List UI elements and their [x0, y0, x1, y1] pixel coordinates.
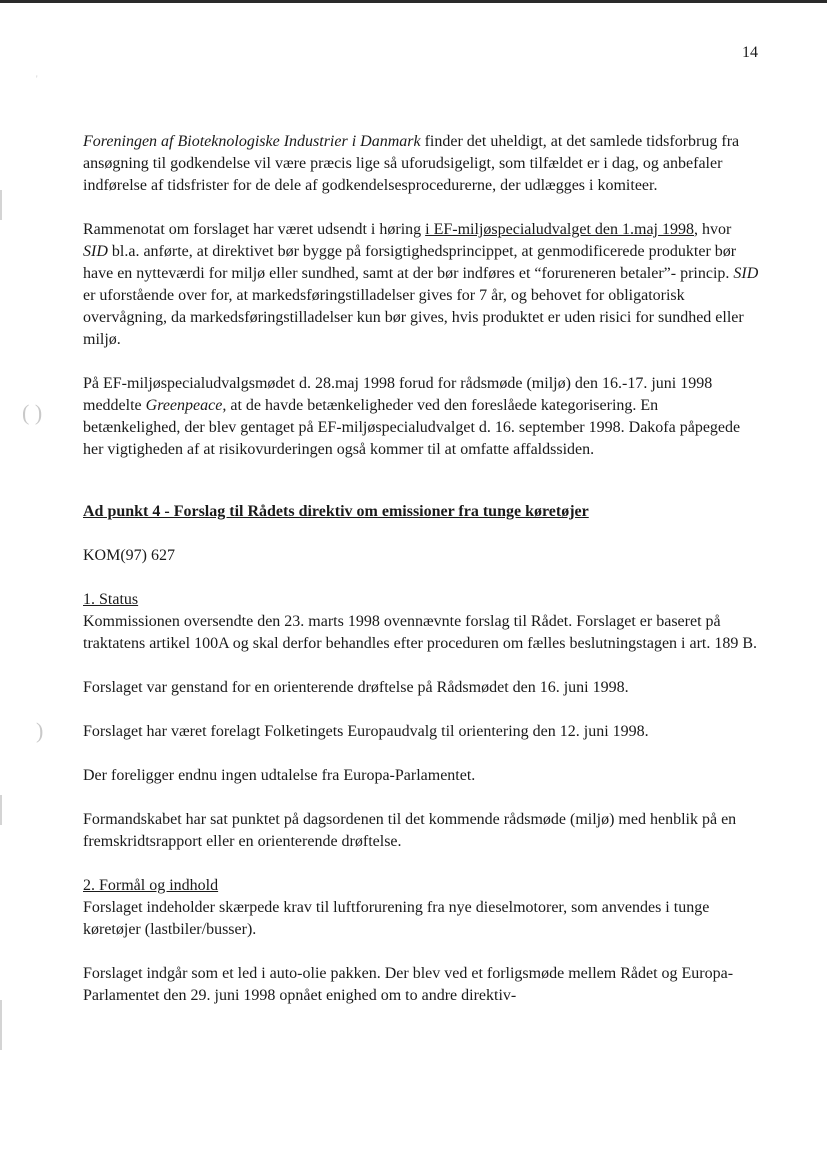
scan-edge-line — [0, 1000, 2, 1050]
margin-bracket-mark: ( ) — [22, 400, 43, 425]
margin-bracket-mark: ) — [36, 718, 44, 743]
status-paragraph: Forslaget har været forelagt Folketingets Europaudvalg til orientering den 12. juni 1998. — [83, 723, 649, 740]
organization-name: Foreningen af Bioteknologiske Industrier i Danmark — [83, 133, 421, 150]
page-number: 14 — [742, 44, 758, 61]
scan-speck: ' — [36, 74, 38, 84]
paragraph-bioteknologi: Foreningen af Bioteknologiske Industrier i Danmark finder det uheldigt, at det samlede tidsforbrug fra ansøgning til godkendelse vil være præcis lige så uforudsigeligt, som tilfældet er i dag, og anbefaler indførelse af tidsfrister for de dele af godkendelsesprocedurerne, der udlægges i komiteer. — [83, 133, 740, 194]
document-reference: KOM(97) 627 — [83, 547, 175, 564]
purpose-paragraph: Forslaget indeholder skærpede krav til luftforurening fra nye dieselmotorer, som anvendes i tunge køretøjer (lastbiler/busser). — [83, 899, 710, 938]
subsection-heading-purpose: 2. Formål og indhold — [83, 877, 219, 894]
purpose-paragraph: Forslaget indgår som et led i auto-olie pakken. Der blev ved et forligsmøde mellem Rådet og Europa-Parlamentet den 29. juni 1998 opnået enighed om to andre direktiv- — [83, 965, 734, 1004]
hearing-reference: i EF-miljøspecialudvalget den 1.maj 1998 — [425, 221, 694, 238]
paragraph-greenpeace: På EF-miljøspecialudvalgsmødet d. 28.maj 1998 forud for rådsmøde (miljø) den 16.-17. juni 1998 meddelte Greenpeace, at de havde betænkeligheder ved den foreslåede kategorisering. En betænkelighed, der blev gentaget på EF-miljøspecialudvalget d. 16. september 1998. Dakofa påpegede her vigtigheden af at risikovurderingen også kommer til at omfatte affaldssiden. — [83, 375, 741, 458]
status-paragraph: Kommissionen oversendte den 23. marts 1998 ovennævnte forslag til Rådet. Forslaget er baseret på traktatens artikel 100A og skal derfor behandles efter proceduren om fælles beslutningstagen i art. 189 B. — [83, 613, 758, 652]
document-body — [83, 131, 759, 1007]
section-heading: Ad punkt 4 - Forslag til Rådets direktiv om emissioner fra tunge køretøjer — [83, 503, 589, 520]
status-paragraph: Forslaget var genstand for en orienterende drøftelse på Rådsmødet den 16. juni 1998. — [83, 679, 629, 696]
top-border-line — [0, 0, 827, 3]
status-paragraph: Formandskabet har sat punktet på dagsordenen til det kommende rådsmøde (miljø) med henblik på en fremskridtsrapport eller en orienterende drøftelse. — [83, 811, 737, 850]
subsection-heading-status: 1. Status — [83, 591, 139, 608]
scan-edge-line — [0, 190, 2, 220]
scan-edge-line — [0, 795, 2, 825]
paragraph-rammenotat: Rammenotat om forslaget har været udsendt i høring i EF-miljøspecialudvalget den 1.maj 1998, hvor SID bl.a. anførte, at direktivet bør bygge på forsigtighedsprincippet, at genmodificerede produkter bør have en nytteværdi for miljø eller sundhed, samt at der bør indføres et “forureneren betaler”- princip. SID er uforstående over for, at markedsføringstilladelser gives for 7 år, og behovet for obligatorisk overvågning, da markedsføringstilladelser kun bør gives, hvis produktet er uden risici for sundhed eller miljø. — [83, 221, 759, 348]
status-paragraph: Der foreligger endnu ingen udtalelse fra Europa-Parlamentet. — [83, 767, 476, 784]
